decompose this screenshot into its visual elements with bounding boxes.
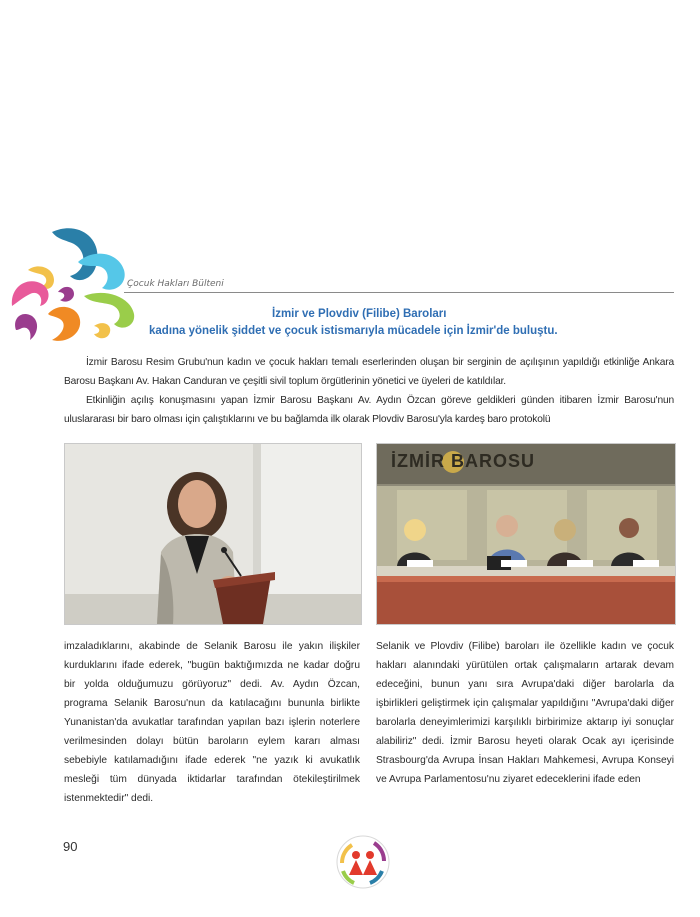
article-column-left [64,637,360,808]
article-column-right [376,637,674,789]
column-right-text: Selanik ve Plovdiv (Filibe) baroları ile özellikle kadın ve çocuk hakları alanındaki yürütülen ortak çalışmaların artarak devam edeceğini, bunun yanı sıra Avrupa'daki diğer barolarla da işbirlikleri geliştirmek için çalışmalar yapıldığını "Avrupa'daki diğer barolarla deneyimlerimizi karşılıklı birbirimize aktarıp iyi sonuçlar alabiliriz" dedi. İzmir Barosu heyeti olarak Ocak ayı içerisinde Strasbourg'da Avrupa İnsan Hakları Mahkemesi, Avrupa Konseyi ve Avrupa Parlamentosu'nu ziyaret edeceklerini ifade eden [376,641,674,785]
page-number: 90 [63,839,78,854]
speaker-illustration [65,444,361,624]
footer-emblem-logo [334,833,392,891]
intro-paragraph-2: Etkinliğin açılış konuşmasını yapan İzmir Barosu Başkanı Av. Aydın Özcan göreve geldikleri günden itibaren İzmir Barosu'nun uluslararası bir baro olması için çalıştıklarını ve bu bağlamda ilk olarak Plovdiv Barosu'yla kardeş baro protokolü [64,395,674,425]
bulletin-label: Çocuk Hakları Bülteni [127,279,224,289]
article-intro [64,353,674,429]
photo-speaker-at-podium [64,443,362,625]
article-title-line-1: İzmir ve Plovdiv (Filibe) Baroları [272,308,447,320]
photo-panel-discussion [376,443,676,625]
banner-text: İZMİR BAROSU [391,451,535,471]
decorative-swirl-logo [8,222,158,372]
header-rule [124,292,674,293]
column-left-text: imzaladıklarını, akabinde de Selanik Barosu ile yakın ilişkiler kurduklarını ifade ederek, "bugün baktığımızda ne kadar doğru bir yolda olduğumuzu görüyoruz" dedi. Av. Aydın Özcan, programa Selanik Barosu'nun da katılacağını bununla birlikte Yunanistan'da avukatlar tarafından yapılan bazı işlerin noterlere verilmesinden dolayı bütün baroların eylem kararı alması sebebiyle katılamadığını ifade ederek "ne yazık ki avukatlık mesleği tüm dünyada iktidarlar tarafından ötekileştirilmek istenmektedir" dedi. [64,641,360,804]
intro-paragraph-1: İzmir Barosu Resim Grubu'nun kadın ve çocuk hakları temalı eserlerinden oluşan bir serginin de açılışının yapıldığı etkinliğe Ankara Barosu Başkanı Av. Hakan Canduran ve çeşitli sivil toplum örgütlerinin yönetici ve üyeleri de katıldılar. [64,357,674,387]
article-title-line-2: kadına yönelik şiddet ve çocuk istismarıyla mücadele için İzmir'de buluştu. [149,325,558,337]
